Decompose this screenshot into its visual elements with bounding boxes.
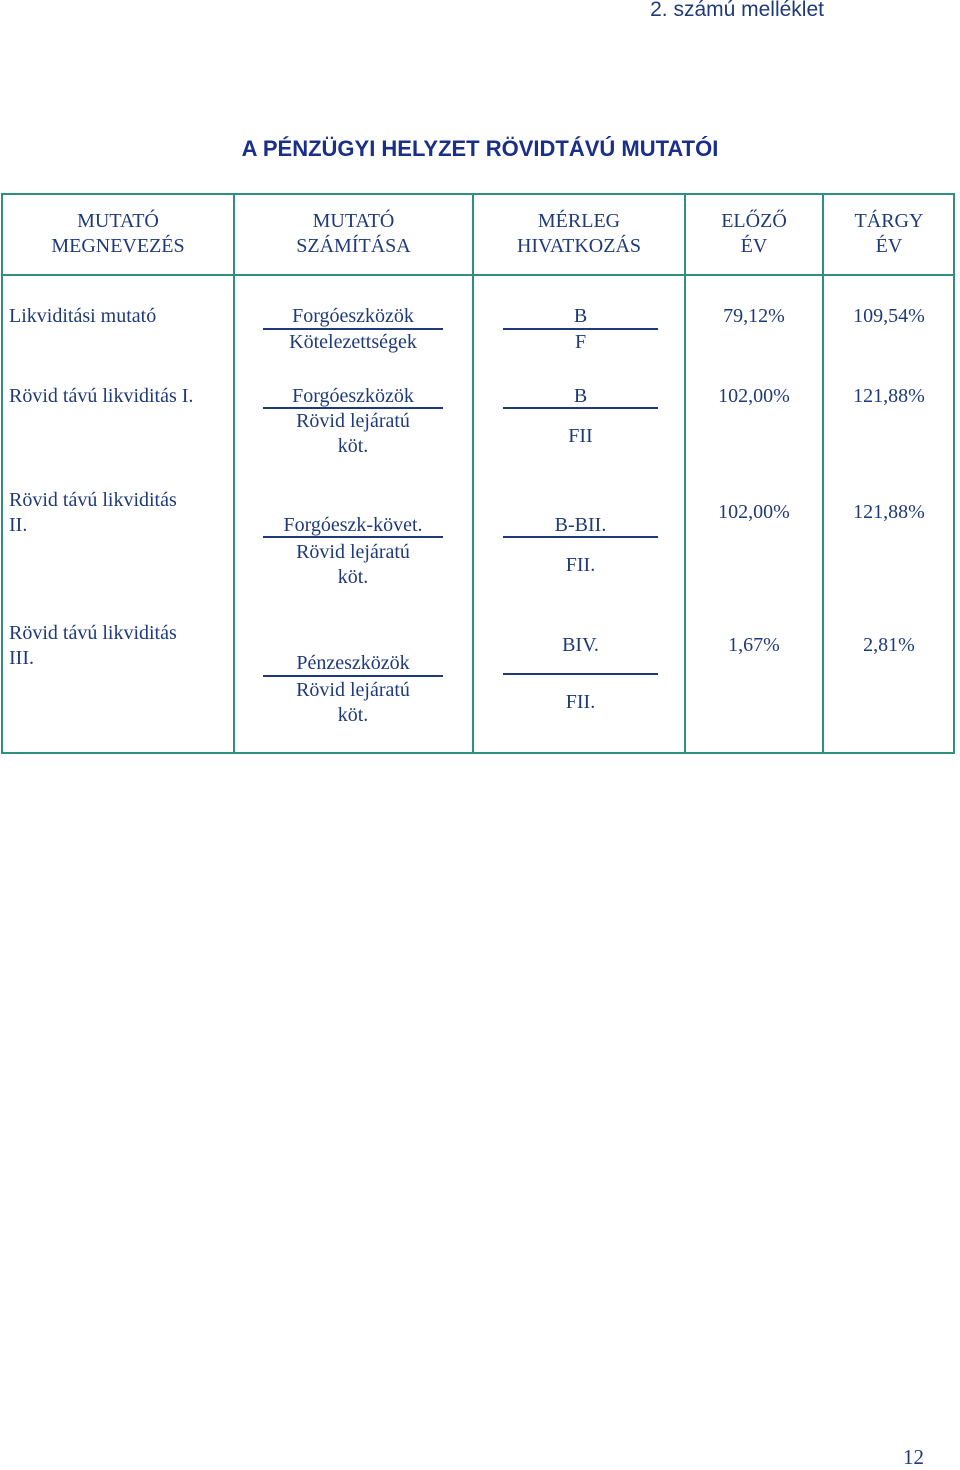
header-indicator-name: MUTATÓ MEGNEVEZÉS: [51, 210, 185, 257]
prev-year-value: 102,00%: [718, 501, 790, 523]
current-year-value: 2,81%: [863, 634, 915, 656]
current-year-value: 121,88%: [853, 385, 925, 407]
page-title: A PÉNZÜGYI HELYZET RÖVIDTÁVÚ MUTATÓI: [241, 136, 719, 161]
row-denominator: Kötelezettségek: [289, 331, 417, 353]
column-divider: [822, 193, 824, 754]
row-numerator: Forgóeszközök: [292, 305, 414, 327]
current-year-value: 121,88%: [853, 501, 925, 523]
row-name: Rövid távú likviditás III.: [9, 622, 177, 669]
annex-label: 2. számú melléklet: [650, 0, 824, 21]
fraction-line: [503, 536, 658, 538]
header-previous-year: ELŐZŐ ÉV: [721, 210, 787, 257]
ref-numerator: B: [573, 385, 588, 407]
header-current-year: TÁRGY ÉV: [854, 210, 924, 257]
header-divider: [1, 274, 955, 276]
row-numerator: Forgóeszközök: [292, 385, 414, 407]
header-indicator-calculation: MUTATÓ SZÁMÍTÁSA: [296, 210, 411, 257]
ref-denominator: FII: [568, 425, 593, 447]
ref-denominator: F: [574, 331, 587, 353]
column-divider: [472, 193, 474, 754]
prev-year-value: 79,12%: [723, 305, 785, 327]
row-numerator: Forgóeszk-követ.: [283, 514, 423, 536]
row-numerator: Pénzeszközök: [296, 652, 410, 674]
prev-year-value: 102,00%: [718, 385, 790, 407]
ref-denominator: FII.: [565, 691, 596, 713]
fraction-line: [503, 407, 658, 409]
fraction-line: [503, 673, 658, 675]
header-balance-reference: MÉRLEG HIVATKOZÁS: [516, 210, 642, 257]
ref-denominator: FII.: [565, 554, 596, 576]
ref-numerator: B-BII.: [554, 514, 607, 536]
fraction-line: [263, 536, 443, 538]
row-denominator: Rövid lejáratú köt.: [296, 410, 410, 457]
ref-numerator: BIV.: [562, 634, 599, 656]
column-divider: [233, 193, 235, 754]
ref-numerator: B: [573, 305, 588, 327]
row-denominator: Rövid lejáratú köt.: [296, 541, 410, 588]
row-name: Likviditási mutató: [9, 305, 157, 327]
current-year-value: 109,54%: [853, 305, 925, 327]
row-name: Rövid távú likviditás II.: [9, 489, 177, 536]
prev-year-value: 1,67%: [728, 634, 780, 656]
column-divider: [684, 193, 686, 754]
page-number: 12: [903, 1445, 924, 1469]
row-denominator: Rövid lejáratú köt.: [296, 679, 410, 726]
fraction-line: [263, 675, 443, 677]
row-name: Rövid távú likviditás I.: [9, 385, 194, 407]
